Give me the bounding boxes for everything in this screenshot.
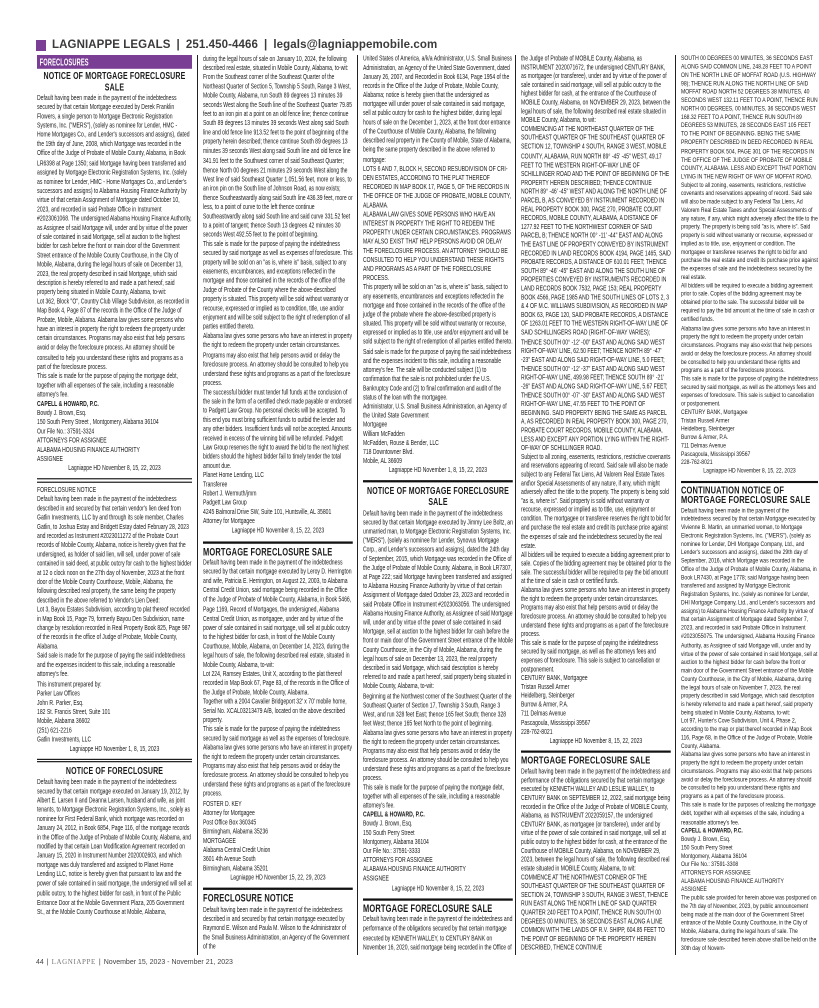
- notice-paragraph: This property will be sold on an "as is, where is" basis, subject to any easements, encumbrances and exceptions reflected in the mortgage and those contained in the records of the office of the judge of the probate where the above-described property is situated. This property will be sold without warranty or recourse, expressed or implied as to title, use and/or enjoyment and will be sold subject to the right of redemption of all parties entitled thereto.: [363, 283, 513, 347]
- notice-divider: [203, 541, 353, 543]
- notice-paragraph: Lot 97, Hunter's Cove Subdivision, Unit 4, Phase 2, according to the map or plat thereof recorded in Map Book 116, Page 68, in the Office of the Judge of Probate, Mobile County, Alabama.: [681, 717, 813, 751]
- publication-dates: Lagniappe HD November 8, 15, 22, 2023: [391, 884, 485, 893]
- page-footer: [36, 958, 233, 966]
- notice-paragraph: Mobile, AL 36609: [363, 457, 402, 466]
- notice-paragraph: Birmingham, Alabama 35201: [203, 864, 269, 873]
- notice-paragraph: 228-762-8021: [681, 459, 713, 467]
- notice-paragraph: 711 Delmas Avenue: [681, 442, 726, 450]
- publication-dates: Lagniappe HD November 8, 15, 22, 2023: [549, 736, 643, 745]
- notice-paragraph: Lot 224, Ramsey Estates, Unit X, according to the plat thereof recorded in Map Book 67, Page 83, of the records in the Office of the Judge of Probate, Mobile County, Alabama.: [203, 670, 350, 697]
- column-content: [681, 55, 818, 953]
- notice-paragraph: Heidelberg, Steinberger: [521, 692, 575, 701]
- notice-paragraph: Parker Law Offices: [37, 689, 80, 698]
- notice-caps-text: COMMENCE AT THE NORTHWEST CORNER OF THE SOUTHEAST QUARTER OF THE SOUTHEAST QUARTER OF SECTION 24, TOWNSHIP 3 SOUTH, RANGE 3 WEST, THENCE RUN EAST ALONG THE NORTH LINE OF SAID QUARTER QUARTER 240 FEET TO A POINT, THENCE RUN SOUTH 00 DEGREES 00 MINUTES, 36 SECONDS EAST ALONG A LINE COMMON WITH THE LANDS OF R.V. SHIPP, 604.85 FEET TO THE POINT OF BEGINNING OF THE PROPERTY HEREIN DESCRIBED, THENCE CONTINUE: [521, 873, 668, 953]
- notice-paragraph: Pascagoula, Mississippi 39567: [521, 719, 591, 727]
- notice-paragraph: Mortgagee: [363, 420, 388, 429]
- notice-firm-name: CAPELL & HOWARD, P.C.: [681, 826, 743, 835]
- notice-paragraph: Birmingham, Alabama 35236: [203, 827, 269, 836]
- notice-paragraph: Tristan Russell Armer: [681, 417, 730, 425]
- notice-caps-text: COMMENCING AT THE NORTHEAST QUARTER OF THE SOUTHEAST QUARTER OF THE SOUTHEAST QUARTER OF SECTION 12, TOWNSHIP 4 SOUTH, RANGE 3 WEST, MOBILE COUNTY, ALABAMA, RUN NORTH 89° -45' -45" WEST, 49.17 FEET TO THE WESTERN RIGHT-OF-WAY LINE OF SCHILLINGER ROAD AND THE POINT OF BEGINNING OF THE PROPERTY HEREIN DESCRIBED; THENCE CONTINUE NORTH 89° -46' -45" WEST AND ALONG THE NORTH LINE OF PARCEL B, AS CONVEYED BY INSTRUMENT RECORDED IN REAL PROPERTY BOOK 300, PAGE 270, PROBATE COURT RECORDS, MOBILE COUNTY, ALABAMA, A DISTANCE OF 1277.92 FEET TO THE NORTHWEST CORNER OF SAID PARCEL B; THENCE NORTH 00° -11' -44" EAST AND ALONG THE EAST LINE OF PROPERTY CONVEYED BY INSTRUMENT RECORDED IN LAND RECORDS BOOK 4194, PAGE 1465, SAID PROBATE RECORDS, A DISTANCE OF 610.01 FEET; THENCE SOUTH 89° -46' -45" EAST AND ALONG THE SOUTH LINE OF PROPERTIES CONVEYED BY INSTRUMENTS RECORDED IN LAND RECORDS BOOK 7532, PAGE 153; REAL PROPERTY BOOK 4566, PAGE 1985 AND THE SOUTH LINES OF LOTS 2, 3 & 4 OF M.C. WILLIAMS SUBDIVISION, AS RECORDED IN MAP BOOK 63, PAGE 120, SAID PROBATE RECORDS, A DISTANCE OF 1263.01 FEET TO THE WESTERN RIGHT-OF-WAY LINE OF SAID SCHILLINGERS ROAD (RIGHT-OF-WAY VARIES); THENCE SOUTH 00° -12' -00" EAST AND ALONG SAID WEST RIGHT-OF-WAY LINE, 62.50 FEET; THENCE NORTH 89° -47' -23" EAST AND ALONG SAID RIGHT-OF-WAY LINE, 5.0 FEET; THENCE SOUTH 00° -12' -37" EAST AND ALONG SAID WEST RIGHT-OF-WAY LINE, 499.98 FEET; THENCE SOUTH 89° -21' -26" EAST AND ALONG SAID RIGHT-OF-WAY LINE, 5.67 FEET; THENCE SOUTH 00° -07' -30" EAST AND ALONG SAID WEST RIGHT-OF-WAY LINE, 47.55 FEET TO THE POINT OF BEGINNING. SAID PROPERTY BEING THE SAME AS PARCEL A, AS RECORDED IN REAL PROPERTY BOOK 300, PAGE 270, PROBATE COURT RECORDS, MOBILE COUNTY, ALABAMA. LESS AND EXCEPT ANY PORTION LYING WITHIN THE RIGHT-OF-WAY OF SCHILLINGER ROAD.: [521, 125, 671, 453]
- publication-dates: Lagniappe HD November 8, 15, 22, 2023: [703, 467, 796, 476]
- column-content: [37, 55, 192, 917]
- notice-paragraph: The public sale provided for herein above was postponed on the 7th day of November, 2023, by public announcement being made at the main door of the Government Street entrance of the Mobile County Courthouse, in the City of Mobile, Alabama, during the legal hours of sale. The foreclosure sale described herein above shall be held on the 30th day of Novem-: [681, 894, 817, 953]
- legal-notices-columns: [37, 55, 818, 955]
- notice-paragraph: Default having been made in the payment of the indebtedness secured by that certain mortgage executed on January 19, 2012, by Albert E. Larsen II and Deanna Larsen, husband and wife, as joint tenants, to Mortgage Electronic Registration Systems, Inc., solely as nominee for First Federal Bank, which mortgage was recorded on January 24, 2012, in Book 6854, Page 116, of the mortgage records in the Office of the Judge of Probate of Mobile County, Alabama, and modified by that certain Loan Modification Agreement recorded on January 15, 2020 in Instrument Number 2020002603, and which mortgage was duly transferred and assigned to Planet Home Lending LLC, notice is hereby given that pursuant to law and the power of sale contained in said mortgage, the undersigned will sell at public outcry, to the highest bidder for cash, in front of the Public Entrance Door at the Mobile Government Plaza, 205 Government St., at the Mobile County Courthouse at Mobile, Alabama,: [37, 778, 192, 916]
- notice-paragraph: 150 South Perry Street , Montgomery, Alabama 36104: [37, 418, 159, 427]
- notice-paragraph: 228-762-8021: [521, 728, 553, 736]
- notice-paragraph: 718 Downtowner Blvd.: [363, 448, 414, 457]
- notice-paragraph: This sale is made for the purpose of paying the indebtedness secured by said mortgage as well as the expenses of foreclosure. Alabama law gives some persons who have an interest in property the right to redeem the property under certain circumstances. Programs may also exist that help persons avoid or delay the foreclosure process. An attorney should be consulted to help you understand these rights and programs as a part of the foreclosure process.: [203, 725, 353, 799]
- notice-paragraph: From the Southeast corner of the Southeast Quarter of the Northeast Quarter of Section 5, Township 5 South, Range 3 West, Mobile County, Alabama, run South 89 degrees 13 minutes 39 seconds West along the South line of the Southeast Quarter 79.85 feet to an iron pin at a point on an old fence line; thence continue South 89 degrees 13 minutes 39 seconds West along said South line and old fence line 913.52 feet to the point of beginning of the property herein described; thence continue South 89 degrees 13 minutes 39 seconds West along said South line and old fence line 341.91 feet to the Southwest corner of said Southeast Quarter; thence North 00 degrees 21 minutes 29 seconds West along the West line of said Southeast Quarter 1,051.56 feet, more or less, to an iron pin on the South line of Johnson Road, as now exists; thence Southeastwardly along said South line 436.39 feet, more or less, to a point of curve to the left thence continue Southeastwardly along said South line and said curve 331.52 feet to a point of tangent; thence South 13 degrees 42 minutes 30 seconds West 492.55 feet to the point of beginning.: [203, 73, 353, 239]
- notice-paragraph: This sale is made for the purpose of paying the indebtedness secured by said mortgage as well as expenses of foreclosure. This property will be sold on an "as is, where is" basis, subject to any easements, encumbrances, and exceptions reflected in the mortgage and those contained in the records of the office of the Judge of Probate of the County where the above-described property is situated. This property will be sold without warranty or recourse, expressed or implied as to condition, title, use and/or enjoyment and will be sold subject to the right of redemption of all parties entitled thereto.: [203, 240, 353, 332]
- notice-paragraph: Subject to all zoning, easements, restrictions, restrictive covenants and reservations appearing of record. Said sale will also be made subject to any Federal Tax Liens, Ad Valorem Real Estate Taxes and\or Special Assessments of any nature, if any, which might adversely affect the title to the property. The property is being sold "as is, where is". Said property is sold without warranty or recourse, expressed or implied as to title, use, enjoyment or condition. The mortgagee or transferee reserves the right to bid for and purchase the real estate and credit its purchase price against the expenses of sale and the indebtedness secured by the real estate.: [681, 181, 818, 282]
- notice-paragraph: Bowdy J. Brown, Esq.: [363, 820, 413, 829]
- notice-paragraph: Heidelberg, Steinberger: [681, 425, 735, 433]
- notice-caps-text: FORECLOSURE NOTICE: [37, 485, 97, 494]
- page-number: 44: [36, 959, 44, 966]
- notice-paragraph: Together with a 2004 Cavalier Bridgeport 32' x 70' mobile home, Serial No. XCAL03213479 A/B, located on the above described property.: [203, 697, 347, 725]
- notice-paragraph: United States of America, a/k/a Administrator, U.S. Small Business Administration, an Agency of the United State Government, dated January 26, 2007, and Recorded in Book 6134, Page 1954 of the records in the Office of the Judge of Probate, Mobile County, Alabama; notice is hereby given that the undersigned as mortgagee will under power of sale contained in said mortgage, sell at public outcry for cash to the highest bidder, during legal hours of sale on the December 1, 2023, at the front door entrance of the Courthouse of Mobile County, Alabama, the following described real property in the County of Mobile, State of Alabama, being the same property described in the above referred to mortgage:: [363, 55, 513, 164]
- notice-firm-name: CAPELL & HOWARD, P.C.: [37, 399, 99, 408]
- notice-paragraph: Montgomery, Alabama 36104: [681, 852, 747, 860]
- notice-divider: [37, 759, 192, 763]
- notice-paragraph: Padgett Law Group: [203, 499, 247, 508]
- notice-caps-text: ASSIGNEE: [681, 885, 707, 894]
- masthead: [36, 37, 437, 53]
- notice-divider: [363, 898, 513, 900]
- notice-paragraph: 150 South Perry Street: [363, 829, 415, 838]
- notice-divider: [203, 888, 353, 890]
- notice-paragraph: Alabama law gives some persons who have an interest in property the right to redeem the property under certain circumstances. Programs may also exist that help persons avoid or delay the foreclosure process. An attorney should be consulted to help you understand these rights and programs as a part of the foreclosure process.: [203, 332, 353, 387]
- masthead-email-link[interactable]: legals@lagniappemobile.com: [273, 39, 438, 51]
- column-content: [521, 55, 671, 954]
- notice-caps-text: ATTORNEYS FOR ASSIGNEE: [681, 869, 751, 877]
- notice-paragraph: All bidders will be required to execute a bidding agreement prior to sale. Copies of the bidding agreement may be obtained prior to the sale. The successful bidder will be required to pay the bid amount at the time of sale in cash or certified funds.: [681, 282, 815, 324]
- publication-dates: Lagniappe HD November 15, 22, 29, 2023: [230, 873, 326, 882]
- notice-paragraph: All bidders will be required to execute a bidding agreement prior to sale. Copies of the bidding agreement may be obtained prior to the sale. The successful bidder will be required to pay the bid amount at the time of sale in cash or certified funds.: [521, 550, 671, 586]
- notice-caps-text: SOUTH 00 DEGREES 00 MINUTES, 36 SECONDS EAST ALONG SAID COMMON LINE, 248.28 FEET TO A POINT ON THE NORTH LINE OF MOFFAT ROAD (U.S. HIGHWAY 98); THENCE RUN ALONG THE NORTH LINE OF SAID MOFFAT ROAD NORTH 52 DEGREES 38 MINUTES, 40 SECONDS WEST 132.11 FEET TO A POINT, THENCE RUN NORTH 00 DEGREES, 00 MINUTES, 36 SECONDS WEST 168.32 FEET TO A POINT, THENCE RUN SOUTH 89 DEGREES 53 MINUTES, 28 SECONDS EAST 105 FEET TO THE POINT OF BEGINNING. BEING THE SAME PROPERTY DESCRIBED IN DEED RECORDED IN REAL PROPERTY BOOK 504, PAGE 301 OF THE RECORDS IN THE OFFICE OF THE JUDGE OF PROBATE OF MOBILE COUNTY, ALABAMA. LESS AND EXCEPT THAT PORTION LYING IN THE NEW RIGHT OF WAY OF MOFFAT ROAD.: [681, 55, 818, 181]
- notice-heading: MORTGAGE FORECLOSURE SALE: [521, 754, 651, 767]
- notice-paragraph: Our File No.: 37591-3333: [363, 847, 421, 856]
- notice-paragraph: Default having been made in the payment of the indebtedness described in and secured by that certain vendor's lien deed from Gatlin Investments, LLC by and through its sole member, Charles Gatlin, to Joshua Estay and Bridgett Estay dated February 28, 2023 and recorded as Instrument #2023011272 of the Probate Court records of Mobile County, Alabama, notice is hereby given that the undersigned, as holder of said lien, will sell, under power of sale contained in said deed, at public outcry for cash to the highest bidder at 12 o clock noon on the 27th day of November, 2023 at the front door of the Mobile County Courthouse, Mobile, Alabama, the following described real property, the same being the property described in the above referred to Vendor's Lien Deed:: [37, 494, 192, 605]
- notice-caps-text: ALABAMA HOUSING FINANCE AUTHORITY: [363, 865, 466, 874]
- notice-caps-text: ATTORNEYS FOR ASSIGNEE: [37, 436, 107, 445]
- notice-paragraph: This instrument prepared by:: [37, 680, 102, 689]
- notice-paragraph: 3601 4th Avenue South: [203, 855, 256, 864]
- notice-heading: NOTICE OF FORECLOSURE: [65, 764, 164, 777]
- notice-paragraph: Subject to all zoning, easements, restrictions, restrictive covenants and reservations appearing of record. Said sale will also be made subject to any Federal Tax Liens, Ad Valorem Real Estate Taxes and\or Special Assessments of any nature, if any, which might adversely affect the title to the property. The property is being sold "as is, where is". Said property is sold without warranty or recourse, expressed or implied as to title, use, enjoyment or condition. The mortgagee or transferee reserves the right to bid for and purchase the real estate and credit its purchase price against the expenses of sale and the indebtedness secured by the real estate.: [521, 453, 671, 550]
- section-header-foreclosures: FORECLOSURES: [37, 55, 192, 69]
- publication-dates: Lagniappe HD November 8, 15, 22, 2023: [231, 526, 325, 535]
- notice-heading: CONTINUATION NOTICE OF MORTGAGE FORECLOSURE SALE: [681, 484, 811, 507]
- notice-caps-text: ASSIGNEE: [363, 875, 389, 884]
- notice-paragraph: This sale is made for the purpose of paying the indebtedness secured by said mortgage, as well as the attorneys fees and expenses of foreclosure. This sale is subject to cancellation or postponement.: [681, 375, 818, 408]
- notice-paragraph: Attorney for Mortgagee: [203, 808, 255, 817]
- notice-heading: MORTGAGE FORECLOSURE SALE: [203, 545, 333, 559]
- notice-divider: [363, 481, 513, 483]
- notice-paragraph: Default having been made in the payment of the indebtedness secured by that certain mortgage executed by Leroy D. Herrington and wife, Patricia E. Herrington, on August 22, 2003, to Alabama Central Credit Union, said mortgage being recorded in the Office of the Judge of Probate of Mobile County, Alabama, in Book 5466, Page 1169, Record of Mortgages, the undersigned, Alabama Central Credit Union, as mortgagee, under and by virtue of the power of sale contained in said mortgage, will sell at public outcry to the highest bidder for cash, in front of the Mobile County Courthouse, Mobile, Alabama, on December 14, 2023, during the legal hours of sale, the following described real estate, situated in Mobile County, Alabama, to-wit:: [203, 559, 352, 669]
- notice-paragraph: This sale is made for the purpose of paying the mortgage debt, together with all expenses of the sale, including a reasonable attorney's fee.: [37, 371, 178, 399]
- column-5: [675, 55, 818, 955]
- notice-caps-text: ALABAMA HOUSING FINANCE AUTHORITY: [681, 877, 784, 885]
- notice-paragraph: Burrow & Armer, P.A.: [521, 701, 569, 710]
- footer-date-range: November 15, 2023 - November 21, 2023: [103, 959, 233, 966]
- notice-caps-text: MORTGAGEE: [203, 836, 236, 845]
- column-3: [357, 55, 513, 955]
- masthead-phone: 251.450-4466: [185, 39, 259, 51]
- masthead-separator: |: [176, 39, 180, 51]
- notice-paragraph: This sale is made for the purpose of paying the mortgage debt, together with all expenses of the sale, including a reasonable attorney's fee.: [363, 783, 504, 810]
- notice-paragraph: Default having been made in the payment of the indebtedness secured by that certain Mortgage executed by Jimmy Lee Boltz, an unmarried man, to Mortgage Electronic Registration Systems, Inc. ("MERS"), (solely as nominee for Lender, Synovus Mortgage Corp., and Lender's successors and assigns), dated the 24th day of September, 2015, which Mortgage was recorded in the Office of the Judge of Probate of Mobile County, Alabama, in Book LR7307, at Page 222; said Mortgage having been transferred and assigned to Alabama Housing Finance Authority by virtue of that certain Assignment of Mortgage dated October 23, 2023 and recorded in said Probate Office in Instrument #2023063056. The undersigned Alabama Housing Finance Authority, as Assignee of said Mortgage will, under and by virtue of the power of sale contained in said Mortgage, sell at auction to the highest bidder for cash before the front or main door of the Government Street entrance of the Mobile County Courthouse, in the City of Mobile, Alabama, during the legal hours of sale on December 13, 2023, the real property described in said Mortgage, which said description is hereby referred to and made a part hereof, said property being situated in Mobile County, Alabama, to-wit:: [363, 509, 513, 691]
- column-content: [363, 55, 513, 953]
- notice-heading: FORECLOSURE NOTICE: [203, 892, 294, 906]
- notice-paragraph: Our File No.: 37591-3324: [37, 427, 95, 436]
- footer-brand: LAGNIAPPE: [51, 958, 96, 966]
- notice-paragraph: (251) 621-2216: [37, 726, 72, 735]
- notice-paragraph: The successful bidder must tender full funds at the conclusion of the sale in the form of a certified check made payable or endorsed to Padgett Law Group. No personal checks will be accepted. To this end you must bring sufficient funds to outbid the lender and any other bidders. Insufficient funds will not be accepted. Amounts received in excess of the winning bid will be refunded. Padgett Law Group reserves the right to award the bid to the next highest bidders should the highest bidder fail to timely tender the total amount due.: [203, 388, 352, 471]
- notice-paragraph: Attorney for Mortgagee: [203, 517, 255, 526]
- notice-paragraph: Post Office Box 360345: [203, 818, 257, 827]
- notice-paragraph: the Judge of Probate of MOBILE County, Alabama, as INSTRUMENT 2020071672, the undersigned CENTURY BANK, as mortgagee (or transferee), under and by virtue of the power of sale contained in said mortgage, will sell at public outcry to the highest bidder for cash, at the entrance of the Courthouse of MOBILE County, Alabama, on NOVEMBER 29, 2023, between the legal hours of sale, the following described real estate situated in MOBILE County, Alabama, to wit:: [521, 55, 671, 125]
- notice-paragraph: McFadden, Rouse & Bender, LLC: [363, 439, 439, 448]
- footer-separator: |: [98, 959, 101, 966]
- notice-divider: [37, 479, 192, 483]
- masthead-title: LAGNIAPPE LEGALS: [52, 39, 171, 51]
- notice-paragraph: Bowdy J. Brown, Esq.: [37, 408, 87, 417]
- notice-paragraph: 182 St. Francis Street, Suite 101: [37, 707, 111, 716]
- notice-paragraph: Default having been made in the payment of the indebtedness secured by that certain Mortgage executed by Derek Franklin Flowers, a single person to Mortgage Electronic Registration Systems, Inc. ("MERS"), (solely as nominee for Lender, HMC - Home Mortgages Co., and Lender's successors and assigns), dated the 19th day of June, 2008, which Mortgage was recorded in the Office of the Judge of Probate of Mobile County, Alabama, in Book LR6398 at Page 1350; said Mortgage having been transferred and assigned by Mortgage Electronic Registration Systems, Inc. (solely as nominee for Lender, HMC - Home Mortgages Co., and Lender's successors and assigns) to Alabama Housing Finance Authority by virtue of that certain Assignment of Mortgage dated October 10, 2023, and recorded in said Probate Office in Instrument #2023061068. The undersigned Alabama Housing Finance Authority, as Assignee of said Mortgage will, under and by virtue of the power of sale contained in said Mortgage, sell at auction to the highest bidder for cash before the front or main door of the Government Street entrance of the Mobile County Courthouse, in the City of Mobile, Alabama, during the legal hours of sale on December 13, 2023, the real property described in said Mortgage, which said description is hereby referred to and made a part hereof, said property being situated in Mobile County, Alabama, to-wit:: [37, 94, 192, 297]
- notice-paragraph: Default having been made in the payment of the indebtedness and performance of the obligations secured by that certain mortgage executed by KENNETH WALLEY AND LESLIE WALLEY, to CENTURY BANK on SEPTEMBER 12, 2022, said mortgage being recorded in the Office of the Judge of Probate of MOBILE County, Alabama, as INSTRUMENT 2022059157, the undersigned CENTURY BANK, as mortgagee (or transferee), under and by virtue of the power of sale contained in said mortgage, will sell at public outcry to the highest bidder for cash, at the entrance of the Courthouse of MOBILE County, Alabama, on NOVEMBER 29, 2023, between the legal hours of sale, the following described real estate situated in MOBILE County, Alabama, to wit:: [521, 767, 671, 873]
- notice-caps-text: ALABAMA LAW GIVES SOME PERSONS WHO HAVE AN INTEREST IN PROPERTY THE RIGHT TO REDEEM THE PROPERTY UNDER CERTAIN CIRCUMSTANCES. PROGRAMS MAY ALSO EXIST THAT HELP PERSONS AVOID OR DELAY THE FORECLOSURE PROCESS. AN ATTORNEY SHOULD BE CONSULTED TO HELP YOU UNDERSTAND THESE RIGHTS AND PROGRAMS AS A PART OF THE FORECLOSURE PROCESS.: [363, 210, 511, 283]
- notice-firm-name: CAPELL & HOWARD, P.C.: [363, 811, 425, 820]
- notice-paragraph: Administrator, U.S. Small Business Administration, an Agency of the United State Government: [363, 402, 507, 420]
- notice-paragraph: Planet Home Lending, LLC: [203, 471, 264, 480]
- notice-paragraph: Montgomery, Alabama 36104: [363, 838, 429, 847]
- notice-heading: MORTGAGE FORECLOSURE SALE: [363, 902, 493, 916]
- notice-paragraph: This sale is made for the purposes of realizing the mortgage debt, together with all expenses of the sale, including a reasonable attorney's fee.: [681, 801, 816, 826]
- publication-dates: Lagniappe HD November 8, 15, 22, 2023: [68, 464, 161, 473]
- notice-caps-text: ASSIGNEE: [37, 455, 63, 464]
- column-4: [515, 55, 671, 955]
- notice-paragraph: Default having been made in the payment of the indebtedness and performance of the obligations secured by that certain mortgage executed by KENNETH WALLEY, to CENTURY BANK on November 16, 2020, said mortgage being recorded in the Office of: [363, 915, 513, 952]
- notice-paragraph: Default having been made in the payment of the indebtedness described in and secured by that certain mortgage executed by Raymond E. Wilson and Paula M. Wilson to the Administrator of the Small Business Administration, an Agency of the Government of the: [203, 905, 350, 951]
- notice-paragraph: Alabama law gives some persons who have an interest in property the right to redeem the property under certain circumstances. Programs may also exist that help persons avoid or delay the foreclosure process. An attorney should be consulted to help you understand these rights and programs as a part of the foreclosure process.: [363, 728, 513, 783]
- notice-divider: [681, 481, 818, 483]
- notice-paragraph: 4245 Balmoral Drive SW, Suite 101, Huntsville, AL 35801: [203, 508, 332, 517]
- notice-paragraph: CENTURY BANK, Mortgagee: [681, 408, 748, 417]
- notice-paragraph: CENTURY BANK, Mortgagee: [521, 674, 588, 683]
- column-content: [203, 55, 353, 952]
- notice-heading: NOTICE OF MORTGAGE FORECLOSURE SALE: [367, 485, 509, 508]
- notice-paragraph: Said sale is made for the purpose of paying the said indebtedness and the expenses incident to this sale, including a reasonable attorney's fee.: [37, 652, 186, 679]
- notice-paragraph: Default having been made in the payment of the indebtedness secured by that certain Mortgage executed by Vivienne B. Martin, an unmarried woman, to Mortgage Electronic Registration Systems, Inc. ("MERS"), (solely as nominee for Lender, DHI Mortgage Company, Ltd., and Lender's successors and assigns), dated the 29th day of September, 2016, which Mortgage was recorded in the Office of the Judge of Probate of Mobile County, Alabama, in Book LR7430, at Page 1778; said Mortgage having been transferred and assigned by Mortgage Electronic Registration Systems, Inc. (solely as nominee for Lender, DHI Mortgage Company, Ltd., and Lender's successors and assigns) to Alabama Housing Finance Authority by virtue of that certain Assignment of Mortgage dated September 7, 2023, and recorded in said Probate Office in Instrument #2023055075. The undersigned, Alabama Housing Finance Authority, as Assignee of said Mortgage will, under and by virtue of the power of sale contained in said Mortgage, sell at auction to the highest bidder for cash before the front or main door of the Government Street entrance of the Mobile County Courthouse, in the City of Mobile, Alabama, during the legal hours of sale on November 7, 2023, the real property described in said Mortgage, which said description is hereby referred to and made a part hereof, said property being situated in Mobile County, Alabama, to-wit:: [681, 506, 818, 717]
- brand-square-icon: [36, 40, 46, 51]
- notice-paragraph: Beginning at the Northwest corner of the Southwest Quarter of the Southeast Quarter of Section 17, Township 3 South, Range 3 West, and run 328 feet East; thence 165 feet South; thence 328 feet West; thence 165 feet North to the point of beginning.: [363, 692, 512, 728]
- notice-paragraph: Alabama law gives some persons who have an interest in property the right to redeem the property under certain circumstances. Programs may also exist that help persons avoid or delay the foreclosure process. An attorney should be consulted to help you understand these rights and programs as a part of the foreclosure process.: [681, 324, 813, 374]
- notice-paragraph: during the legal hours of sale on January 10, 2024, the following described real estate, situated in Mobile County, Alabama, to-wit:: [203, 55, 349, 73]
- notice-paragraph: Our File No.: 37591-3308: [681, 860, 739, 868]
- notice-paragraph: John R. Parker, Esq.: [37, 698, 84, 707]
- notice-paragraph: Burrow & Armer, P.A.: [681, 433, 729, 442]
- notice-caps-text: ATTORNEYS FOR ASSIGNEE: [363, 856, 433, 865]
- notice-paragraph: Alabama Central Credit Union: [203, 845, 271, 854]
- publication-dates: Lagniappe HD November 1, 8, 15, 22, 2023: [388, 466, 488, 475]
- masthead-separator: |: [264, 39, 268, 51]
- notice-paragraph: Lot 3, Bayou Estates Subdivision, according to plat thereof recorded in Map Book 15, Page 79, formerly Bayou Den Subdivision, name change by resolution recorded in Real Property Book 825, Page 987 of the records in the office of Judge of Probate, Mobile County, Alabama.: [37, 606, 191, 652]
- column-2: [197, 55, 353, 955]
- notice-paragraph: Alabama law gives some persons who have an interest in property the right to redeem the property under certain circumstances. Programs may also exist that help persons avoid or delay the foreclosure process. An attorney should be consulted to help you understand these rights and programs as a part of the foreclosure process.: [521, 586, 671, 639]
- notice-paragraph: Gatlin Investments, LLC: [37, 735, 92, 744]
- notice-paragraph: Alabama law gives some persons who have an interest in property the right to redeem the property under certain circumstances. Programs may also exist that help persons avoid or delay the foreclosure process. An attorney should be consulted to help you understand these rights and programs as a part of the foreclosure process.: [681, 751, 813, 801]
- notice-paragraph: Mobile, Alabama 36602: [37, 717, 90, 726]
- publication-dates: Lagniappe HD November 1, 8, 15, 2023: [69, 744, 160, 753]
- notice-paragraph: Bowdy J. Brown, Esq.: [681, 835, 731, 843]
- notice-paragraph: Lot 362, Block "O", Country Club Village Subdivision, as recorded in Map Book 4, Page 87 of the records in the Office of the Judge of Probate, Mobile, Alabama. Alabama law gives some persons who have an interest in property the right to redeem the property under certain circumstances. Programs may also exist that help persons avoid or delay the foreclosure process. An attorney should be consulted to help you understand these rights and programs as a part of the foreclosure process.: [37, 297, 190, 371]
- notice-paragraph: 150 South Perry Street: [681, 843, 733, 852]
- notice-paragraph: Tristan Russell Armer: [521, 683, 570, 692]
- notice-paragraph: This sale is made for the purpose of paying the indebtedness secured by said mortgage, as well as the attorneys fees and expenses of foreclosure. This sale is subject to cancellation or postponement.: [521, 639, 661, 674]
- notice-paragraph: 711 Delmas Avenue: [521, 710, 566, 719]
- notice-caps-text: FOSTER D. KEY: [203, 799, 242, 808]
- notice-paragraph: Said sale is made for the purpose of paying the said indebtedness and the expenses incident to this sale, including a reasonable attorney's fee. The sale will be conducted subject (1) to confirmation that the sale is not prohibited under the U.S. Bankruptcy Code and (2) to final confirmation and audit of the status of the loan with the mortgagee.: [363, 347, 512, 402]
- column-1: [37, 55, 192, 955]
- notice-paragraph: Transferee: [203, 480, 228, 489]
- footer-separator: |: [46, 959, 49, 966]
- notice-paragraph: Robert J. Wermuth/jmm: [203, 489, 257, 498]
- notice-paragraph: Pascagoula, Mississippi 39567: [681, 450, 751, 459]
- notice-paragraph: William McFadden: [363, 430, 405, 438]
- notice-heading: NOTICE OF MORTGAGE FORECLOSURE SALE: [43, 69, 186, 93]
- notice-caps-text: ALABAMA HOUSING FINANCE AUTHORITY: [37, 445, 140, 455]
- notice-divider: [521, 750, 671, 752]
- notice-caps-text: LOTS 6 AND 7, BLOCK H, SECOND RESUBDIVISION OF CRI-DEN ESTATES, ACCORDING TO THE PLAT THEREOF RECORDED IN MAP BOOK 17, PAGE 5, OF THE RECORDS IN THE OFFICE OF THE JUDGE OF PROBATE, MOBILE COUNTY, ALABAMA.: [363, 164, 511, 210]
